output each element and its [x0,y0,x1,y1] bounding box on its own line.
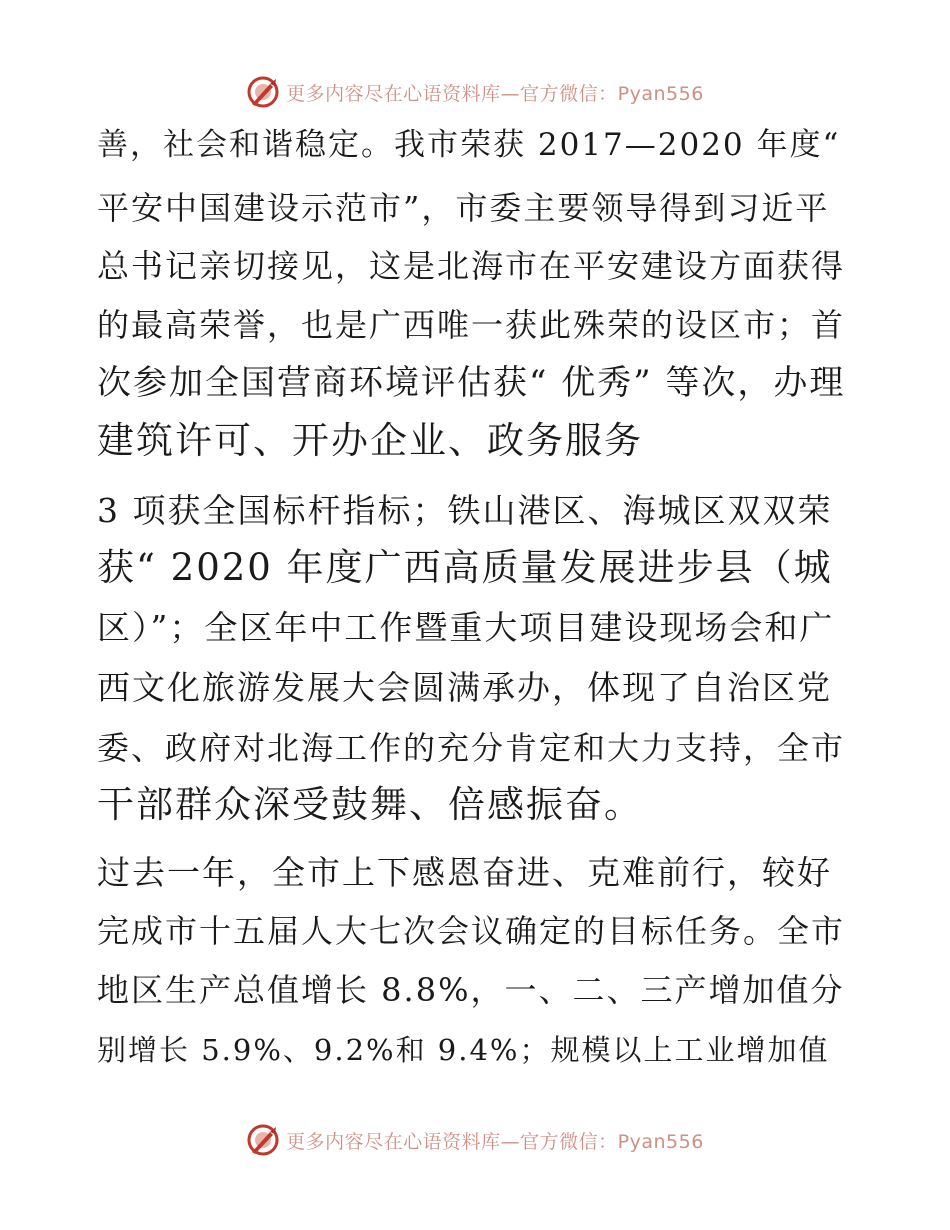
text-line: 总书记亲切接见，这是北海市在平安建设方面获得 [97,247,846,285]
watermark-header [0,72,950,112]
text-line: 过去一年，全市上下感恩奋进、克难前行，较好 [97,853,832,892]
watermark-footer [0,1120,950,1160]
text-line: 委、政府对北海工作的充分肯定和大力支持，全市 [97,729,846,767]
text-line: 干部群众深受鼓舞、倍感振奋。 [97,783,643,826]
text-line: 平安中国建设示范市”，市委主要领导得到习近平 [97,189,830,227]
text-line: 别增长 5.9%、9.2%和 9.4%；规模以上工业增加值 [97,1033,830,1067]
watermark-text: 更多内容尽在心语资料库—官方微信：Pyan556 [286,82,704,105]
quill-seal-icon [246,75,280,109]
watermark-text: 更多内容尽在心语资料库—官方微信：Pyan556 [286,1130,704,1153]
text-line: 获“ 2020 年度广西高质量发展进步县（城 [97,546,833,589]
text-line: 完成市十五届人大七次会议确定的目标任务。全市 [97,912,846,950]
text-line: 3 项获全国标杆指标；铁山港区、海城区双双荣 [97,491,833,530]
text-line: 地区生产总值增长 8.8%，一、二、三产增加值分 [97,971,845,1009]
text-line: 区）”；全区年中工作暨重大项目建设现场会和广 [97,608,835,647]
text-line: 的最高荣誉，也是广西唯一获此殊荣的设区市；首 [97,306,846,344]
quill-seal-icon [246,1123,280,1157]
text-line: 西文化旅游发展大会圆满承办，体现了自治区党 [97,668,832,707]
text-line: 次参加全国营商环境评估获“ 优秀” 等次，办理 [97,363,846,403]
text-line: 善，社会和谐稳定。我市荣获 2017—2020 年度“ [97,127,841,163]
text-line: 建筑许可、开办企业、政务服务 [97,419,643,462]
